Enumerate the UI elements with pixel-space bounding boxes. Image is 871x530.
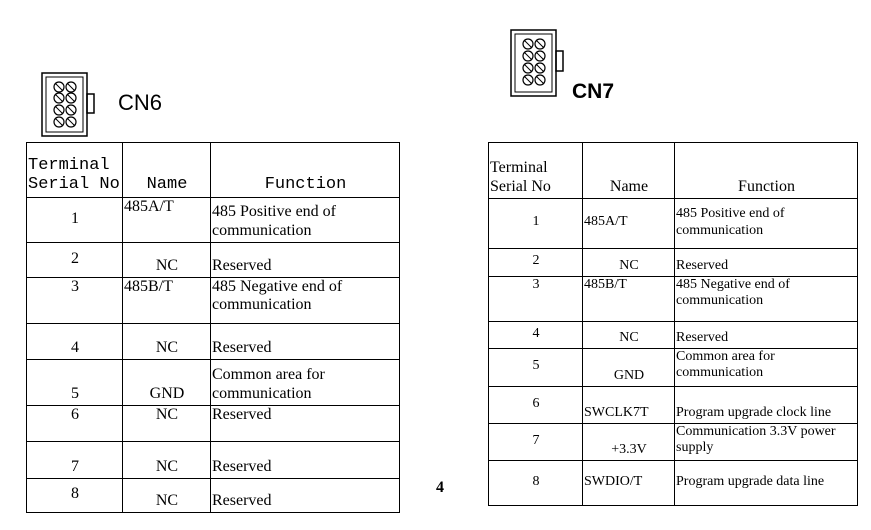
table-header-row <box>489 143 858 199</box>
header-name: Name <box>583 143 675 199</box>
table-row <box>27 198 400 243</box>
function-cell: Reserved <box>211 406 400 442</box>
table-row <box>27 360 400 406</box>
serial-cell: 8 <box>27 479 123 513</box>
table-row <box>489 461 858 506</box>
name-cell: GND <box>583 349 675 387</box>
table-row <box>27 243 400 278</box>
function-cell: Reserved <box>211 442 400 479</box>
table-row <box>27 278 400 324</box>
function-cell: Reserved <box>211 243 400 278</box>
table-row <box>27 442 400 479</box>
table-row <box>489 387 858 424</box>
cn7-label: CN7 <box>572 80 615 103</box>
cn6-pin-table <box>26 142 400 513</box>
table-row <box>27 406 400 442</box>
serial-cell: 7 <box>27 442 123 479</box>
connector-icon <box>510 29 566 99</box>
name-cell: NC <box>123 324 211 360</box>
serial-cell: 1 <box>489 199 583 249</box>
name-cell: NC <box>123 406 211 442</box>
name-cell: NC <box>123 243 211 278</box>
name-cell: SWCLK7T <box>583 387 675 424</box>
function-cell: 485 Negative end of communication <box>675 277 858 322</box>
serial-cell: 3 <box>489 277 583 322</box>
serial-cell: 2 <box>489 249 583 277</box>
function-cell: Program upgrade data line <box>675 461 858 506</box>
name-cell: +3.3V <box>583 424 675 461</box>
serial-cell: 2 <box>27 243 123 278</box>
page-number: 4 <box>436 479 444 496</box>
function-cell: Reserved <box>675 249 858 277</box>
table-row <box>489 349 858 387</box>
cn6-label: CN6 <box>118 90 163 115</box>
name-cell: 485B/T <box>123 278 211 324</box>
function-cell: Common area for communication <box>675 349 858 387</box>
serial-cell: 7 <box>489 424 583 461</box>
serial-cell: 5 <box>489 349 583 387</box>
function-cell: Reserved <box>675 322 858 349</box>
serial-cell: 8 <box>489 461 583 506</box>
table-row <box>489 424 858 461</box>
name-cell: NC <box>123 479 211 513</box>
header-serial: Terminal Serial No <box>27 143 123 198</box>
serial-cell: 4 <box>489 322 583 349</box>
name-cell: NC <box>583 322 675 349</box>
serial-cell: 4 <box>27 324 123 360</box>
function-cell: 485 Positive end of communication <box>211 198 400 243</box>
serial-cell: 3 <box>27 278 123 324</box>
serial-cell: 5 <box>27 360 123 406</box>
name-cell: NC <box>583 249 675 277</box>
table-row <box>27 324 400 360</box>
name-cell: SWDIO/T <box>583 461 675 506</box>
serial-cell: 6 <box>27 406 123 442</box>
table-row <box>489 249 858 277</box>
cn7-pin-table <box>488 142 858 506</box>
function-cell: Communication 3.3V power supply <box>675 424 858 461</box>
serial-cell: 6 <box>489 387 583 424</box>
header-name: Name <box>123 143 211 198</box>
header-function: Function <box>675 143 858 199</box>
function-cell: Common area for communication <box>211 360 400 406</box>
function-cell: Reserved <box>211 324 400 360</box>
table-header-row <box>27 143 400 198</box>
function-cell: Reserved <box>211 479 400 513</box>
connector-icon <box>41 72 97 138</box>
header-serial: Terminal Serial No <box>489 143 583 199</box>
table-row <box>489 322 858 349</box>
header-function: Function <box>211 143 400 198</box>
table-row <box>489 277 858 322</box>
name-cell: GND <box>123 360 211 406</box>
table-row <box>489 199 858 249</box>
function-cell: 485 Negative end of communication <box>211 278 400 324</box>
name-cell: NC <box>123 442 211 479</box>
table-row <box>27 479 400 513</box>
name-cell: 485A/T <box>583 199 675 249</box>
name-cell: 485A/T <box>123 198 211 243</box>
function-cell: 485 Positive end of communication <box>675 199 858 249</box>
function-cell: Program upgrade clock line <box>675 387 858 424</box>
name-cell: 485B/T <box>583 277 675 322</box>
serial-cell: 1 <box>27 198 123 243</box>
